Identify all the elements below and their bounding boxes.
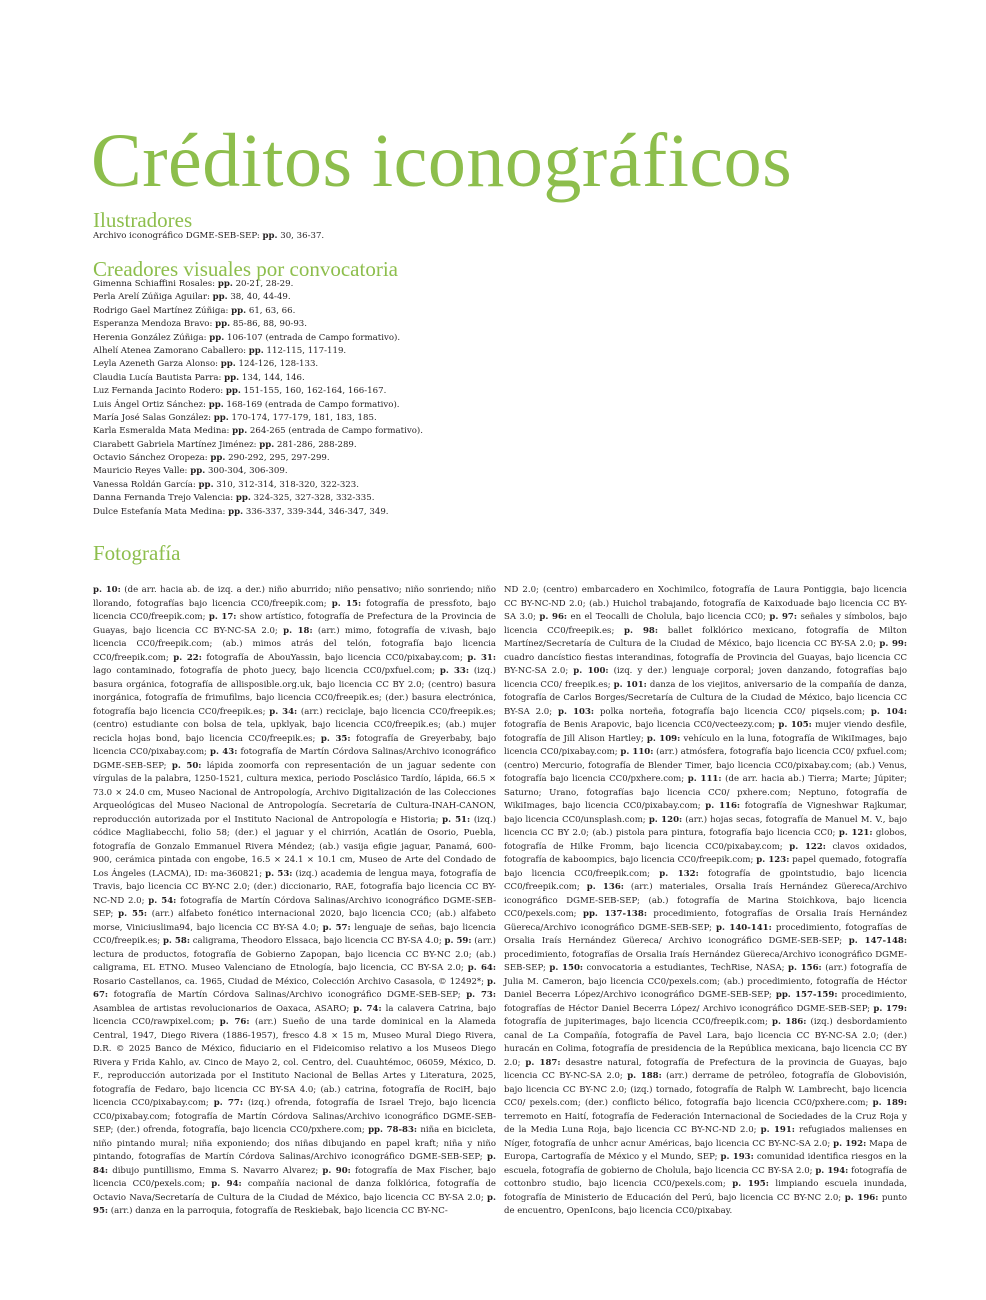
photo-credit-page: p. 51:: [442, 814, 471, 825]
photo-credit-page: p. 95:: [93, 1192, 496, 1216]
photo-credit-page: p. 33:: [439, 666, 470, 676]
photo-credit-text: procedimiento, fotografías de Héctor Daniel Becerra López/ Archivo iconográfico DGME-SEB-SEP;: [504, 990, 907, 1014]
photo-credit-page: p. 188:: [627, 1071, 662, 1081]
photo-credit-text: limpiando escuela inundada, fotografía de Ministerio de Educación del Perú, bajo licencia CC BY-NC 2.0;: [504, 1179, 907, 1203]
credit-pages: 264-265 (entrada de Campo formativo).: [249, 426, 424, 437]
credit-name: Dulce Estefanía Mata Medina:: [93, 506, 226, 517]
credit-pages: 324-325, 327-328, 332-335.: [253, 493, 375, 504]
photo-credit-text: señales y símbolos, bajo licencia CC0/freepik.es;: [504, 612, 908, 636]
photo-credit-page: p. 179:: [873, 1003, 907, 1014]
photo-credit-text: danza de los viejitos, aniversario de la compañía de danza, fotografía de Carlos Borges/Secretaría de Cultura de la Ciudad de México, bajo licencia CC BY-SA 2.0;: [504, 679, 907, 717]
credit-entry: [93, 385, 513, 398]
credit-pages-label: pp.: [220, 359, 236, 370]
photo-credit-text: fotografía de Max Fischer, bajo licencia CC0/pexels.com;: [93, 1165, 496, 1189]
photo-credit-page: pp. 157-159:: [775, 990, 838, 1000]
photo-credit-text: (arr.) derrame de petróleo, fotografía de Globovisión, bajo licencia CC BY-NC 2.0; (izq.) tornado, fotografía de Ralph W. Lambrecht, bajo licencia CC0/ pexels.com; (der.) conflicto bélico, fotografía bajo licencia CC0/pxhere.com;: [504, 1071, 907, 1108]
photo-credit-text: fotografía de AbouYassin, bajo licencia CC0/pixabay.com;: [201, 652, 468, 663]
fotografia-column-left: [93, 584, 496, 1219]
photo-credit-page: p. 59:: [444, 936, 472, 946]
credit-pages-label: pp.: [228, 506, 244, 517]
photo-credit-text: desastre natural, fotografía de Prefectura de la provincia de Guayas, bajo licencia CC BY-NC-SA 2.0;: [504, 1057, 907, 1081]
credit-entry: [93, 479, 513, 492]
photo-credit-page: pp. 137-138:: [582, 909, 647, 919]
credit-pages-label: pp.: [212, 292, 228, 303]
credit-pages: 290-292, 295, 297-299.: [228, 453, 330, 464]
credit-entry: [93, 452, 513, 465]
credit-pages: 310, 312-314, 318-320, 322-323.: [216, 479, 359, 490]
credit-pages-label: pp.: [217, 279, 233, 289]
photo-credit-text: procedimiento, fotografías de Orsalia Iraís Hernández Güereca/Archivo iconográfico DGME-SEB-SEP;: [504, 949, 907, 973]
credit-name: Danna Fernanda Trejo Valencia:: [93, 493, 234, 504]
photo-credit-page: p. 187:: [525, 1057, 561, 1068]
photo-credit-page: p. 147-148:: [848, 936, 908, 946]
credit-name: Octavio Sánchez Oropeza:: [93, 453, 208, 464]
photo-credit-page: p. 194:: [815, 1165, 849, 1176]
credit-entry: [93, 425, 513, 438]
photo-credit-text: ballet folklórico mexicano, fotografía de Milton Martínez/Secretaría de Cultura de la Ciudad de México, bajo licencia CC BY-SA 2.0;: [504, 625, 908, 649]
credit-pages: 170-174, 177-179, 181, 183, 185.: [231, 412, 377, 423]
photo-credit-page: p. 84:: [93, 1152, 496, 1176]
photo-credit-page: p. 196:: [844, 1192, 879, 1203]
photo-credit-text: (arr.) Sueño de una tarde dominical en la Alameda Central, 1947, Diego Rivera (1886-1957), fresco 4.8 × 15 m, Museo Mural Diego Rivera, D.R. © 2025 Banco de México, fiduciario en el Fideicomiso relativo a los Museos Diego Rivera y Frida Kahlo, av. Cinco de Mayo 2, col. Centro, del. Cuauhtémoc, 06059, México, D. F., reproducción autorizada por el Instituto Nacional de Bellas Artes y Literatura, 2025, fotografía de Fedaro, bajo licencia CC BY-SA 4.0; (ab.) catrina, fotografía de RociH, bajo licencia CC0/pixabay.com;: [93, 1017, 496, 1108]
photo-credit-page: p. 123:: [756, 855, 790, 865]
photo-credit-page: p. 101:: [613, 679, 647, 690]
credit-entry: [93, 345, 513, 358]
photo-credit-page: p. 186:: [772, 1017, 807, 1027]
photo-credit-text: convocatoria a estudiantes, TechRise, NASA;: [583, 963, 788, 973]
photo-credit-page: p. 58:: [162, 936, 190, 946]
credit-entry: [93, 399, 513, 412]
photo-credit-page: p. 99:: [879, 639, 908, 649]
photo-credit-page: p. 140-141:: [716, 922, 772, 933]
photo-credit-text: ND 2.0; (centro) embarcadero en Xochimilco, fotografía de Laura Pontiggia, bajo licencia CC BY-NC-ND 2.0; (ab.) Huichol trabajando, fotografía de Kaixoduade bajo licencia CC BY-SA 3.0;: [504, 585, 907, 622]
photo-credit-page: p. 35:: [320, 733, 351, 744]
credit-pages: 85-86, 88, 90-93.: [232, 319, 308, 330]
section-heading-fotografia: Fotografía: [93, 541, 181, 565]
credit-name: Karla Esmeralda Mata Medina:: [93, 426, 230, 437]
credit-name: Gimenna Schiaffini Rosales:: [93, 279, 216, 289]
photo-credit-text: clavos oxidados, fotografía de kaboompics, bajo licencia CC0/freepik.com;: [504, 841, 907, 865]
photo-credit-text: (de arr. hacia ab.) Tierra; Marte; Júpiter; Saturno; Urano, fotografías bajo licencia CC0/ pxhere.com; Neptuno, fotografía de WikiImages, bajo licencia CC0/pixabay.com;: [504, 774, 907, 811]
fotografia-column-right: [504, 584, 907, 1219]
photo-credit-text: (arr.) alfabeto fonético internacional 2020, bajo licencia CC0; (ab.) alfabeto morse, Viniciuslima94, bajo licencia CC BY-SA 4.0;: [93, 909, 497, 933]
credit-entry: [93, 318, 513, 331]
photo-credit-text: (arr.) danza en la parroquia, fotografía de Reskiebak, bajo licencia CC BY-NC-: [108, 1206, 448, 1216]
credit-entry: [93, 492, 513, 505]
credit-entry: [93, 305, 513, 318]
photo-credit-text: fotografía de gpointstudio, bajo licencia CC0/freepik.com;: [504, 868, 907, 892]
photo-credit-page: p. 43:: [210, 747, 238, 757]
photo-credit-page: p. 54:: [148, 895, 177, 906]
credit-name: Vanessa Roldán García:: [93, 479, 196, 490]
credit-pages-label: pp.: [248, 345, 264, 356]
photo-credit-text: la calavera Catrina, bajo licencia CC0/rawpixel.com;: [93, 1003, 496, 1027]
photo-credit-text: fotografía de Vigneshwar Rajkumar, bajo licencia CC0/unsplash.com;: [504, 801, 907, 825]
photo-credit-text: (arr.) lectura de productos, fotografía de Gobierno Zapopan, bajo licencia CC BY-NC 2.0; (ab.) caligrama, EL ETNO. Museo Valenciano de Etnología, bajo licencia, CC BY-SA 2.0;: [93, 936, 497, 973]
photo-credit-page: p. 109:: [646, 733, 681, 744]
photo-credit-page: p. 90:: [322, 1165, 351, 1176]
photo-credit-page: p. 193:: [720, 1152, 754, 1162]
photo-credit-text: terremoto en Haití, fotografía de Federación Internacional de Sociedades de la Cruz Roja y de la Media Luna Roja, bajo licencia CC BY-NC-ND 2.0;: [504, 1111, 907, 1135]
photo-credit-page: p. 136:: [586, 882, 624, 892]
photo-credit-page: p. 94:: [211, 1179, 242, 1189]
credit-entry: [93, 439, 513, 452]
photo-credit-page: p. 132:: [659, 868, 699, 879]
credit-entry: [93, 332, 513, 345]
photo-credit-text: (arr.) hojas secas, fotografía de Manuel M. V., bajo licencia CC BY 2.0; (ab.) pistola para pintura, fotografía bajo licencia CC0;: [504, 814, 907, 838]
photo-credit-text: dibujo puntillismo, Emma S. Navarro Alvarez;: [108, 1165, 323, 1176]
credit-pages-label: pp.: [224, 372, 240, 383]
photo-credit-text: polka norteña, fotografía bajo licencia CC0/ piqsels.com;: [594, 706, 871, 717]
photo-credit-page: p. 189:: [872, 1098, 907, 1108]
ilustradores-list: [93, 230, 513, 243]
photo-credit-page: p. 55:: [118, 909, 148, 919]
photo-credit-page: p. 15:: [331, 598, 362, 609]
credit-name: Alhelí Atenea Zamorano Caballero:: [93, 345, 247, 356]
credit-pages-label: pp.: [190, 466, 206, 477]
photo-credit-page: p. 74:: [353, 1003, 382, 1014]
credit-entry: [93, 465, 513, 478]
photo-credit-page: p. 100:: [573, 666, 609, 676]
photo-credit-text: compañía nacional de danza folklórica, fotografía de Octavio Nava/Secretaría de Cultura de la Ciudad de México, bajo licencia CC BY-SA 2.0;: [93, 1179, 496, 1203]
credit-pages: 61, 63, 66.: [248, 305, 296, 316]
credit-pages: 336-337, 339-344, 346-347, 349.: [245, 506, 389, 517]
photo-credit-page: p. 156:: [788, 963, 822, 973]
photo-credit-text: (de arr. hacia ab. de izq. a der.) niño aburrido; niño pensativo; niño sonriendo; niño llorando, fotografías bajo licencia CC0/freepik.com;: [93, 585, 496, 609]
section-heading-creadores: Creadores visuales por convocatoria: [93, 257, 398, 281]
credit-name: Ciarabett Gabriela Martínez Jiménez:: [93, 439, 257, 450]
credit-name: Luz Fernanda Jacinto Rodero:: [93, 386, 224, 397]
photo-credit-text: fotografía de pressfoto, bajo licencia CC0/freepik.com;: [93, 598, 496, 622]
photo-credit-page: p. 53:: [265, 868, 293, 879]
photo-credit-page: pp. 78-83:: [368, 1125, 418, 1135]
credit-pages-label: pp.: [210, 453, 226, 464]
photo-credit-page: p. 192:: [833, 1138, 867, 1149]
photo-credit-text: procedimiento, fotografías de Orsalia Iraís Hernández Güereca/ Archivo iconográfico DGME-SEB-SEP;: [504, 922, 907, 946]
photo-credit-page: p. 64:: [467, 963, 496, 973]
credit-name: Leyla Azeneth Garza Alonso:: [93, 359, 219, 370]
photo-credit-text: (arr.) materiales, Orsalia Iraís Hernández Güereca/Archivo iconográfico DGME-SEB-SEP; (ab.) fotografía de Marina Stoichkova, bajo licencia CC0/pexels.com;: [504, 882, 907, 919]
credit-name: Mauricio Reyes Valle:: [93, 466, 188, 477]
credit-pages: 168-169 (entrada de Campo formativo).: [226, 399, 400, 410]
photo-credit-page: p. 77:: [213, 1098, 244, 1108]
credit-name: Esperanza Mendoza Bravo:: [93, 319, 213, 330]
photo-credit-text: vehículo en la luna, fotografía de WikiImages, bajo licencia CC0/pixabay.com;: [504, 733, 907, 757]
photo-credit-text: lago contaminado, fotografía de photo juecy, bajo licencia CC0/pxfuel.com;: [93, 666, 440, 676]
photo-credit-page: p. 191:: [760, 1125, 795, 1135]
credit-pages-label: pp.: [232, 426, 248, 437]
photo-credit-page: p. 76:: [219, 1017, 250, 1027]
photo-credit-page: p. 121:: [838, 828, 873, 838]
photo-credit-text: (izq.) códice Magliabecchi, folio 58; (der.) el jaguar y el chirrión, Acatlán de Osorio, Puebla, fotografía de Gonzalo Emmanuel Rivera Méndez; (ab.) vasija efigie jaguar, Panamá, 600-900, cerámica pintada con engobe, 16.5 × 24.1 × 10.1 cm, Museo de Arte del Condado de Los Ángeles (LACMA), ID: ma-360821;: [93, 814, 496, 879]
photo-credit-text: lenguaje de señas, bajo licencia CC0/freepik.es;: [93, 922, 496, 946]
credit-pages-label: pp.: [198, 479, 214, 490]
photo-credit-text: punto de encuentro, OpenIcons, bajo licencia CC0/pixabay.: [504, 1192, 907, 1216]
photo-credit-text: (arr.) reciclaje, bajo licencia CC0/freepik.es; (centro) estudiante con bolsa de tela, upklyak, bajo licencia CC0/freepik.es; (ab.) mujer recicla hojas bond, bajo licencia CC0/freepik.es;: [93, 706, 497, 744]
photo-credit-text: refugiados malienses en Níger, fotografía de unhcr acnur Américas, bajo licencia CC BY-NC-SA 2.0;: [504, 1125, 907, 1149]
credit-pages-label: pp.: [231, 305, 247, 316]
photo-credit-text: (izq.) academia de lengua maya, fotografía de Travis, bajo licencia CC BY-NC 2.0; (der.) diccionario, RAE, fotografía bajo licencia CC BY-NC-ND 2.0;: [93, 868, 497, 906]
photo-credit-text: globos, fotografía de Hilke Fromm, bajo licencia CC0/pixabay.com;: [504, 828, 907, 852]
photo-credit-text: (izq. y der.) lenguaje corporal; joven danzando, fotografías bajo licencia CC0/ freepik.es;: [504, 666, 907, 690]
credit-entry: [93, 278, 513, 291]
credit-name: Herenia González Zúñiga:: [93, 332, 207, 343]
photo-credit-text: procedimiento, fotografías de Orsalia Iraís Hernández Güereca/Archivo iconográfico DGME-SEB-SEP;: [504, 909, 907, 933]
photo-credit-text: show artístico, fotografía de Prefectura de la Provincia de Guayas, bajo licencia CC BY-NC-SA 2.0;: [93, 612, 496, 636]
credit-name: Claudia Lucía Bautista Parra:: [93, 372, 222, 383]
photo-credit-text: Mapa de Europa, Cartografía de México y el Mundo, SEP;: [504, 1138, 907, 1162]
credit-pages: 38, 40, 44-49.: [230, 292, 291, 303]
credit-pages-label: pp.: [208, 399, 224, 410]
credit-entry: [93, 230, 513, 243]
photo-credit-page: p. 22:: [173, 652, 202, 663]
photo-credit-text: (arr.) atmósfera, fotografía bajo licencia CC0/ pxfuel.com; (centro) Mercurio, fotografía de Blender Timer, bajo licencia CC0/pixabay.com; (ab.) Venus, fotografía bajo licencia CC0/pxhere.com;: [504, 747, 907, 784]
photo-credit-page: p. 111:: [687, 774, 722, 784]
credit-pages: 112-115, 117-119.: [266, 345, 347, 356]
photo-credit-page: p. 105:: [778, 720, 812, 730]
photo-credit-page: p. 50:: [171, 760, 202, 771]
photo-credit-text: niña en bicicleta, niño pintando mural; niña exponiendo; dos niñas dibujando en papel kraft; niña y niño pintando, fotografías de Martín Córdova Salinas/Archivo iconográfico DGME-SEB-SEP;: [93, 1125, 496, 1162]
credit-name: María José Salas González:: [93, 412, 211, 423]
credit-name: Luis Ángel Ortiz Sánchez:: [93, 399, 206, 410]
photo-credit-page: p. 57:: [322, 922, 351, 933]
photo-credit-text: (arr.) mimo, fotografía de v.ivash, bajo licencia CC0/freepik.com; (ab.) mimos atrás del telón, fotografía bajo licencia CC0/freepik.com;: [93, 625, 496, 663]
credit-pages: 134, 144, 146.: [241, 372, 305, 383]
credit-name: Rodrigo Gael Martínez Zúñiga:: [93, 305, 229, 316]
credit-pages: 151-155, 160, 162-164, 166-167.: [243, 386, 387, 397]
credit-pages-label: pp.: [235, 493, 251, 504]
photo-credit-page: p. 31:: [467, 652, 497, 663]
credit-pages-label: pp.: [215, 319, 231, 330]
photo-credit-text: papel quemado, fotografía bajo licencia CC0/freepik.com;: [504, 855, 907, 879]
credit-pages-label: pp.: [262, 231, 278, 241]
photo-credit-text: fotografía de Martín Córdova Salinas/Archivo iconográfico DGME-SEB-SEP;: [93, 895, 496, 919]
photo-credit-page: p. 17:: [208, 612, 237, 622]
photo-credit-page: p. 34:: [269, 706, 298, 717]
credit-name: Perla Arelí Zúñiga Aguilar:: [93, 292, 210, 303]
photo-credit-page: p. 98:: [624, 625, 659, 636]
photo-credit-text: Asamblea de artistas revolucionarios de Oaxaca, ASARO;: [93, 1003, 354, 1014]
photo-credit-page: p. 10:: [93, 585, 121, 595]
photo-credit-page: p. 103:: [557, 706, 595, 717]
photo-credit-page: p. 96:: [539, 612, 568, 622]
photo-credit-page: p. 122:: [789, 841, 826, 852]
photo-credit-page: p. 67:: [93, 976, 496, 1000]
photo-credit-text: (arr.) fotografía de Julia M. Cameron, bajo licencia CC0/pexels.com; (ab.) procedimiento, fotografía de Héctor Daniel Becerra López/Archivo iconográfico DGME-SEB-SEP;: [504, 963, 907, 1000]
credit-pages-label: pp.: [209, 332, 225, 343]
credit-pages: 281-286, 288-289.: [277, 439, 357, 450]
photo-credit-page: p. 104:: [870, 706, 907, 717]
photo-credit-text: fotografía de Martín Córdova Salinas/Archivo iconográfico DGME-SEB-SEP;: [108, 990, 467, 1000]
photo-credit-text: (izq.) desbordamiento canal de La Compañía, fotografía de Pavel Lara, bajo licencia CC BY-NC-SA 2.0; (der.) huracán en Colima, fotografía de presidencia de la República mexicana, bajo licencia CC BY 2.0;: [504, 1017, 907, 1068]
photo-credit-text: mujer viendo desfile, fotografía de Jill Alison Hartley;: [504, 720, 907, 744]
credit-pages: 30, 36-37.: [280, 231, 325, 241]
creadores-list: [93, 278, 513, 519]
photo-credit-text: lápida zoomorfa con representación de un jaguar sedente con vírgulas de la palabra, 1250-1521, cultura mexica, periodo Posclásico Tardío, lápida, 66.5 × 73.0 × 24.0 cm, Museo Nacional de Antropología, Archivo Digitalización de las Colecciones Arqueológicas del Museo Nacional de Antropología. Secretaría de Cultura-INAH-CANON, reproducción autorizada por el Instituto Nacional de Antropología e Historia;: [93, 760, 496, 825]
photo-credit-text: fotografía de Martín Córdova Salinas/Archivo iconográfico DGME-SEB-SEP;: [93, 747, 496, 771]
photo-credit-page: p. 116:: [705, 801, 741, 811]
photo-credit-page: p. 120:: [648, 814, 683, 825]
photo-credit-text: en el Teocalli de Cholula, bajo licencia CC0;: [567, 612, 770, 622]
photo-credit-text: caligrama, Theodoro Elssaca, bajo licencia CC BY-SA 4.0;: [189, 936, 445, 946]
photo-credit-text: fotografía de Greyerbaby, bajo licencia CC0/pixabay.com;: [93, 733, 497, 757]
credit-entry: [93, 506, 513, 519]
photo-credit-page: p. 73:: [466, 990, 497, 1000]
photo-credit-text: (izq.) basura orgánica, fotografía de allisposible.org.uk, bajo licencia CC BY 2.0; (centro) basura inorgánica, fotografía de frimufilms, bajo licencia CC0/freepik.es; (der.) basura electrónica, fotografía bajo licencia CC0/freepik.es;: [93, 666, 497, 717]
photo-credit-text: fotografía de cottonbro studio, bajo licencia CC0/pexels.com;: [504, 1165, 907, 1189]
credit-entry: [93, 372, 513, 385]
credit-entry: [93, 358, 513, 371]
page-title: Créditos iconográficos: [91, 119, 793, 203]
photo-credit-page: p. 97:: [769, 612, 798, 622]
credit-pages: 300-304, 306-309.: [207, 466, 288, 477]
photo-credit-text: Rosario Castellanos, ca. 1965, Ciudad de México, Colección Archivo Casasola, © 12492*;: [93, 976, 488, 987]
credit-pages-label: pp.: [259, 439, 275, 450]
credit-pages: 20-21, 28-29.: [235, 279, 294, 289]
credit-entry: [93, 412, 513, 425]
photo-credit-page: p. 150:: [549, 963, 584, 973]
photo-credit-page: p. 195:: [732, 1179, 769, 1189]
credit-pages: 106-107 (entrada de Campo formativo).: [227, 332, 401, 343]
section-heading-ilustradores: Ilustradores: [93, 208, 193, 232]
credit-entry: [93, 291, 513, 304]
credit-name: Archivo iconográfico DGME-SEB-SEP:: [93, 231, 260, 241]
credit-pages: 124-126, 128-133.: [238, 359, 319, 370]
credit-pages-label: pp.: [213, 412, 229, 423]
credit-pages-label: pp.: [225, 386, 241, 397]
photo-credit-text: fotografía de jupiterimages, bajo licencia CC0/freepik.com;: [504, 1017, 773, 1027]
photo-credit-page: p. 18:: [283, 625, 313, 636]
photo-credit-page: p. 110:: [620, 747, 654, 757]
photo-credit-text: fotografía de Benis Arapovic, bajo licencia CC0/vecteezy.com;: [504, 720, 779, 730]
photo-credit-text: cuadro dancístico fiestas interandinas, fotografía de Provincia del Guayas, bajo licencia CC BY-NC-SA 2.0;: [504, 652, 907, 676]
photo-credit-text: (izq.) ofrenda, fotografía de Israel Trejo, bajo licencia CC0/pixabay.com; fotografía de Martín Córdova Salinas/Archivo iconográfico DGME-SEB-SEP; (der.) ofrenda, fotografía, bajo licencia CC0/pxhere.com;: [93, 1098, 497, 1135]
photo-credit-text: comunidad identifica riesgos en la escuela, fotografía de gobierno de Cholula, bajo licencia CC BY-SA 2.0;: [504, 1152, 907, 1176]
